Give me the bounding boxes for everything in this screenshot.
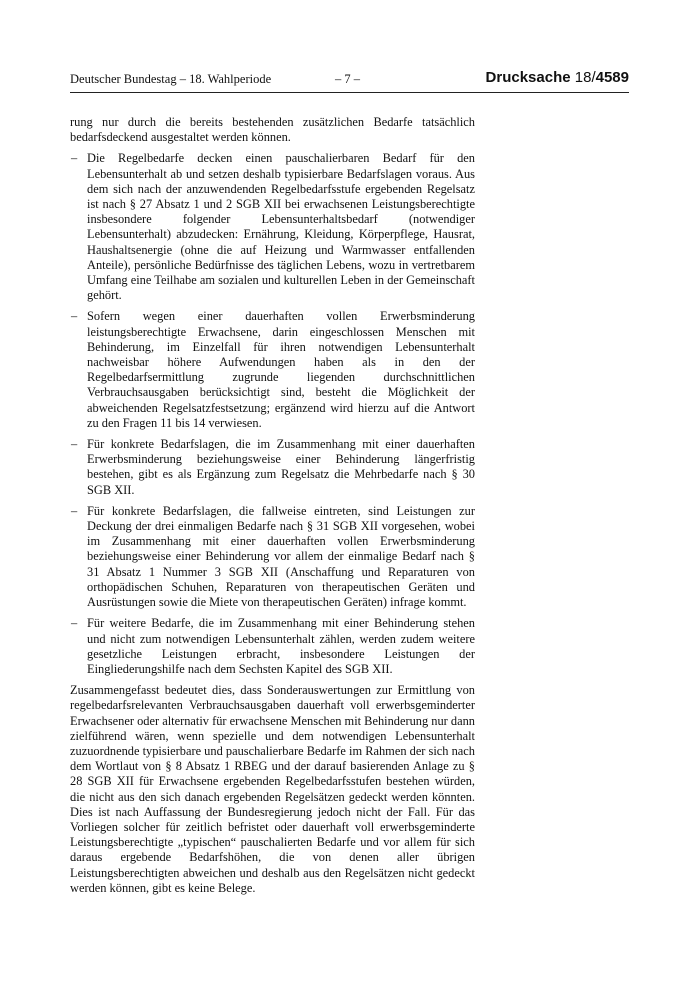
- dash-marker: –: [71, 437, 78, 452]
- list-item: [70, 151, 475, 303]
- dash-marker: –: [71, 503, 78, 518]
- dash-marker: –: [71, 151, 78, 166]
- list-item: [70, 309, 475, 431]
- list-item: [70, 616, 475, 677]
- list-item-text: Sofern wegen einer dauerhaften vollen Erwerbsminderung leistungsberechtigte Erwachsene, darin eingeschlossen Menschen mit Behinderung, im Einzelfall für ihren notwendigen Lebensunterhalt nachweisbar höhere Aufwendungen haben als in den der Regelbedarfsermittlung zugrunde liegenden durchschnittlichen Verbrauchsausgaben berücksichtigt sind, besteht die Möglichkeit der abweichenden Regelsatzfestsetzung; ergänzend wird hierzu auf die Antwort zu den Fragen 11 bis 14 verwiesen.: [87, 309, 475, 430]
- document-number-prefix: 18/: [570, 69, 596, 86]
- dash-marker: –: [71, 309, 78, 324]
- page-number: – 7 –: [335, 72, 360, 86]
- list-item: [70, 437, 475, 498]
- dash-marker: –: [71, 616, 78, 631]
- list-item-text: Die Regelbedarfe decken einen pauschalierbaren Bedarf für den Lebensunterhalt ab und setzen deshalb typisierbare Bedarfslagen voraus. Aus dem sich nach der anzuwendenden Regelbedarfsstufe ergebenden Regelsatz ist nach § 27 Absatz 1 und 2 SGB XII bei erwachsenen Leistungsberechtigte insbesondere folgender Lebensunterhaltsbedarf (notwendiger Lebensunterhalt) abzudecken: Ernährung, Kleidung, Körperpflege, Hausrat, Haushaltsenergie (ohne die auf Heizung und Warmwasser entfallenden Anteile), persönliche Bedürfnisse des täglichen Lebens, wozu in vertretbarem Umfang eine Teilhabe am sozialen und kulturellen Leben in der Gemeinschaft gehört.: [87, 151, 475, 303]
- page-header: [70, 69, 629, 93]
- document-number: [486, 69, 629, 86]
- intro-paragraph: rung nur durch die bereits bestehenden zusätzlichen Bedarfe tatsächlich bedarfsdeckend ausgestaltet werden können.: [70, 115, 475, 145]
- bullet-list: [70, 151, 475, 677]
- list-item-text: Für konkrete Bedarfslagen, die im Zusammenhang mit einer dauerhaften Erwerbsminderung beziehungsweise einer Behinderung längerfristig bestehen, gibt es als Ergänzung zum Regelsatz die Mehrbedarfe nach § 30 SGB XII.: [87, 437, 475, 497]
- list-item-text: Für weitere Bedarfe, die im Zusammenhang mit einer Behinderung stehen und nicht zum notwendigen Lebensunterhalt zählen, werden zudem weitere gesetzliche Leistungen erbracht, insbesondere Leistungen der Eingliederungshilfe nach dem Sechsten Kapitel des SGB XII.: [87, 616, 475, 676]
- publication-name: Deutscher Bundestag – 18. Wahlperiode: [70, 72, 272, 86]
- list-item: [70, 504, 475, 610]
- document-label: Drucksache: [485, 69, 571, 86]
- document-body: [70, 115, 475, 902]
- list-item-text: Für konkrete Bedarfslagen, die fallweise eintreten, sind Leistungen zur Deckung der drei einmaligen Bedarfe nach § 31 SGB XII vorgesehen, wobei im Zusammenhang mit einer dauerhaften vollen Erwerbsminderung beziehungsweise einer Behinderung vor allem der einmalige Bedarf nach § 31 Absatz 1 Nummer 3 SGB XII (Anschaffung und Reparaturen von orthopädischen Schuhen, Reparaturen von therapeutischen Geräten und Ausrüstungen sowie die Miete von therapeutischen Geräten) infrage kommt.: [87, 503, 475, 610]
- document-number-value: 4589: [595, 69, 629, 86]
- conclusion-paragraph: Zusammengefasst bedeutet dies, dass Sonderauswertungen zur Ermittlung von regelbedarfsrelevanten Verbrauchsausgaben dauerhaft voll erwerbsgeminderter Erwachsener oder alternativ für erwachsene Menschen mit Behinderung nur dann zielführend wären, wenn spezielle und dem notwendigen Lebensunterhalt zuzuordnende typisierbare und pauschalierbare Bedarfe im Rahmen der sich nach dem Wortlaut von § 8 Absatz 1 RBEG und der darauf basierenden Anlage zu § 28 SGB XII für Erwachsene ergebenden Regelbedarfsstufen bestehen würden, die nicht aus den sich danach ergebenden Regelsätzen gedeckt werden könnten. Dies ist nach Auffassung der Bundesregierung jedoch nicht der Fall. Für das Vorliegen solcher für zeitlich befristet oder dauerhaft voll erwerbsgeminderte Leistungsberechtigte „typischen“ pauschalierten Bedarfe und vor allem für sich daraus ergebende Bedarfshöhen, die von denen aller übrigen Leistungsberechtigten abweichen und deshalb aus den Regelsätzen nicht gedeckt werden können, gibt es keine Belege.: [70, 683, 475, 895]
